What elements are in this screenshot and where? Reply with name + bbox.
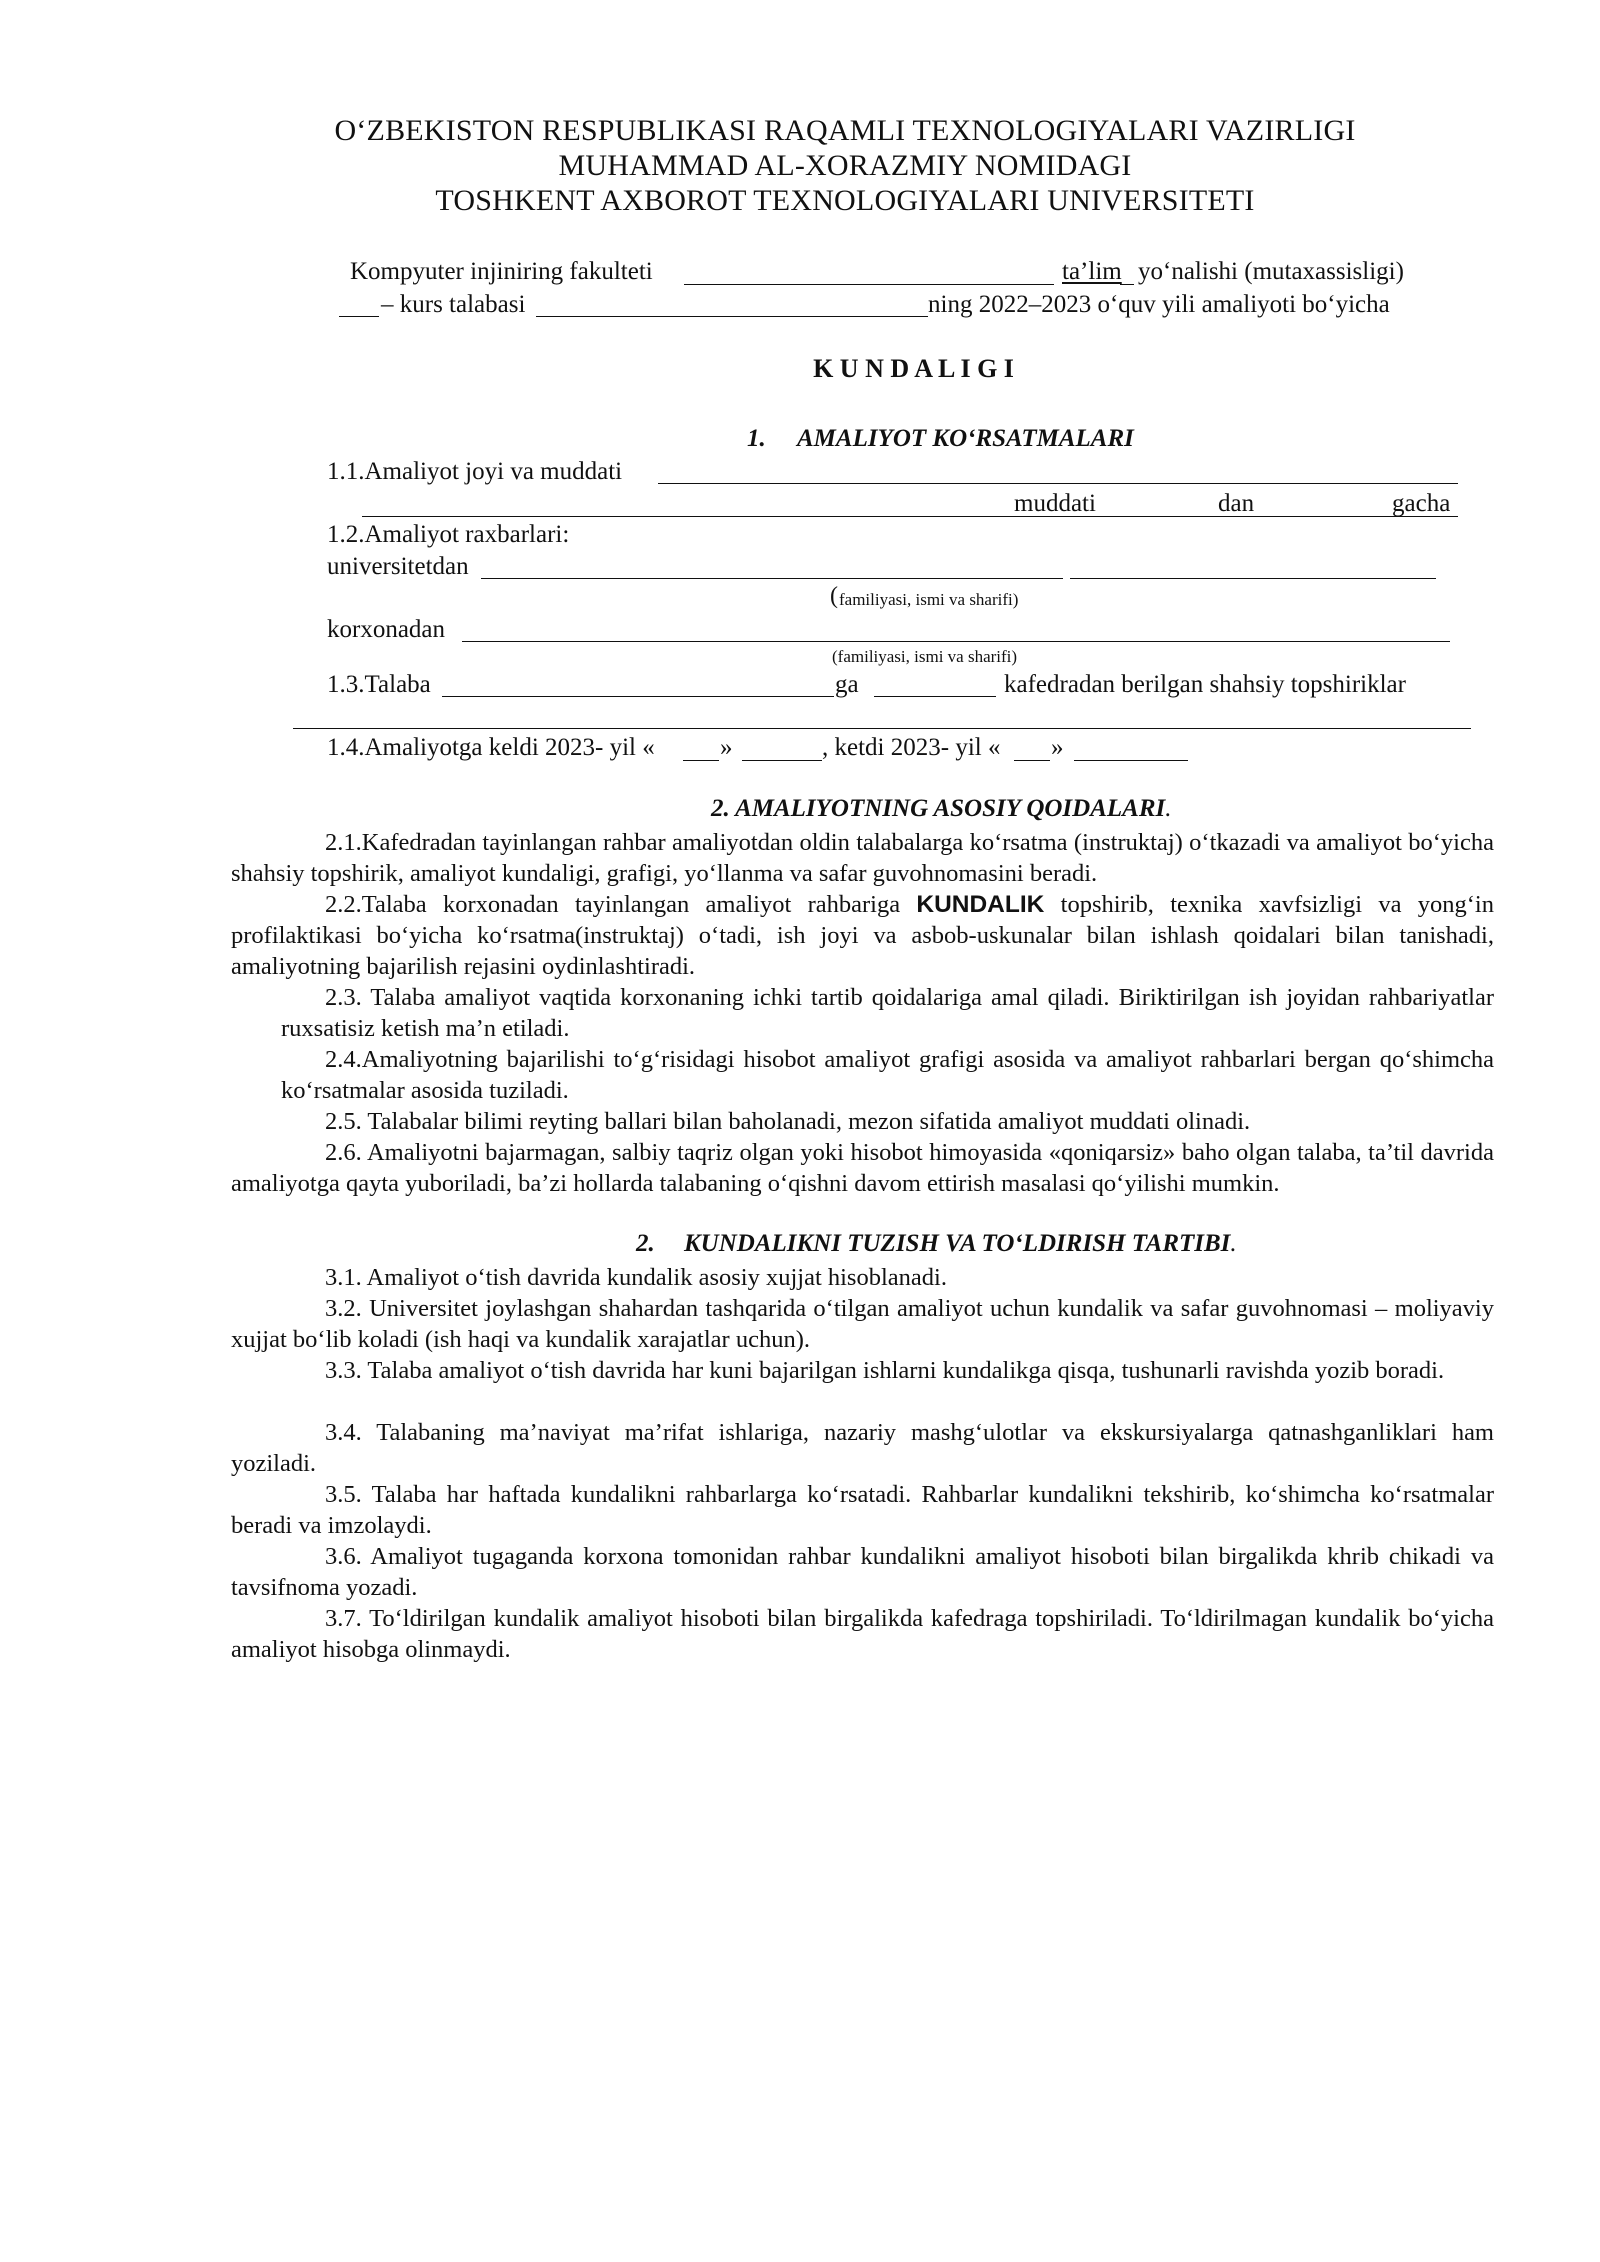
arrived-close-quote: » [720, 734, 733, 761]
item-1-4-arrived: 1.4.Amaliyotga keldi 2023- yil « [327, 734, 655, 761]
page-title: K U N D A L I G I [813, 354, 1014, 383]
left-day-blank[interactable] [1014, 760, 1050, 761]
section3-number: 2. [636, 1230, 655, 1257]
section3-heading: KUNDALIKNI TUZISH VA TO‘LDIRISH TARTIBI. [684, 1230, 1237, 1257]
muddati-label: muddati [1014, 490, 1096, 517]
rule-3-5: 3.5. Talaba har haftada kundalikni rahbarlarga ko‘rsatadi. Rahbarlar kundalikni tekshirib, ko‘shimcha ko‘rsatmalar beradi va imzolaydi. [231, 1481, 1494, 1539]
rule-3-4: 3.4. Talabaning ma’naviyat ma’rifat ishlariga, nazariy mashg‘ulotlar va ekskursiyalarga qatnashganliklari ham yoziladi. [231, 1419, 1494, 1477]
rule-2-6: 2.6. Amaliyotni bajarmagan, salbiy taqriz olgan yoki hisobot himoyasida «qoniqarsiz» baho olgan talaba, ta’til davrida amaliyotga qayta yuboriladi, ba’zi hollarda talabaning o‘qishni davom ettirish masalasi qo‘yilishi mumkin. [231, 1139, 1494, 1197]
rule-2-2: 2.2.Talaba korxonadan tayinlangan amaliyot rahbariga KUNDALIK topshirib, texnika xavfsizligi va yong‘in profilaktikasi bo‘yicha ko‘rsatma(instruktaj) o‘tadi, ish joyi va asbob-uskunalar bilan ishlash qoidalari bilan tanishadi, amaliyotning bajarilish rejasini oydinlashtiradi. [231, 891, 1494, 980]
fio-open-paren: ( [830, 583, 838, 609]
university-supervisor-blank[interactable] [481, 578, 1063, 579]
rule-3-1: 3.1. Amaliyot o‘tish davrida kundalik asosiy xujjat hisoblanadi. [325, 1264, 947, 1291]
item-1-4-left: , ketdi 2023- yil « [822, 734, 1001, 761]
rule-2-3: 2.3. Talaba amaliyot vaqtida korxonaning ichki tartib qoidalariga amal qiladi. Biriktirilgan ish joyidan rahbariyatlar ruxsatisiz ketish ma’n etiladi. [281, 984, 1494, 1042]
rule-2-4: 2.4.Amaliyotning bajarilishi to‘g‘risidagi hisobot amaliyot grafigi asosida va amaliyot rahbarlari bergan qo‘shimcha ko‘rsatmalar asosida tuziladi. [281, 1046, 1494, 1104]
arrived-day-blank[interactable] [683, 760, 719, 761]
term-line[interactable] [362, 516, 1458, 517]
fio-caption-2: (familiyasi, ismi va sharifi) [832, 647, 1018, 666]
rule-3-7: 3.7. To‘ldirilgan kundalik amaliyot hisoboti bilan birgalikda kafedraga topshiriladi. To‘ldirilmagan kundalik bo‘yicha amaliyot hisobga olinmaydi. [231, 1605, 1494, 1663]
section2-heading: 2. AMALIYOTNING ASOSIY QOIDALARI. [711, 795, 1172, 822]
talim-label: ta’lim [1062, 258, 1122, 285]
rule-3-2: 3.2. Universitet joylashgan shahardan tashqarida o‘tilgan amaliyot uchun kundalik va safar guvohnomasi – moliyaviy xujjat bo‘lib koladi (ish haqi va kundalik xarajatlar uchun). [231, 1295, 1494, 1353]
course-label: – kurs talabasi [381, 291, 526, 318]
faculty-label: Kompyuter injiniring fakulteti [350, 258, 653, 285]
fio-caption-1: familiyasi, ismi va sharifi) [839, 590, 1019, 609]
tasks-line[interactable] [293, 728, 1471, 729]
item-1-3-label: 1.3.Talaba [327, 671, 431, 698]
direction-blank[interactable] [684, 284, 1054, 285]
rule-3-6: 3.6. Amaliyot tugaganda korxona tomonidan rahbar kundalikni amaliyot hisoboti bilan birgalikda khrib chikadi va tavsifnoma yozadi. [231, 1543, 1494, 1601]
university-supervisor-blank-2[interactable] [1070, 578, 1436, 579]
korxonadan-label: korxonadan [327, 616, 446, 643]
tasks-label: kafedradan berilgan shahsiy topshiriklar [1004, 671, 1406, 698]
talim-underline [1120, 284, 1134, 285]
header-named-after: MUHAMMAD AL-XORAZMIY NOMIDAGI [558, 149, 1132, 182]
student-name-blank[interactable] [536, 316, 928, 317]
company-supervisor-blank[interactable] [462, 641, 1450, 642]
rule-3-3: 3.3. Talaba amaliyot o‘tish davrida har kuni bajarilgan ishlarni kundalikga qisqa, tushunarli ravishda yozib boradi. [325, 1357, 1445, 1384]
arrived-month-blank[interactable] [742, 760, 822, 761]
rule-2-5: 2.5. Talabalar bilimi reyting ballari bilan baholanadi, mezon sifatida amaliyot muddati olinadi. [325, 1108, 1251, 1135]
academic-year-label: ning 2022–2023 o‘quv yili amaliyoti bo‘yicha [928, 291, 1390, 318]
universitetdan-label: universitetdan [327, 553, 469, 580]
item-1-2-label: 1.2.Amaliyot raxbarlari: [327, 521, 570, 548]
left-close-quote: » [1051, 734, 1064, 761]
header-university: TOSHKENT AXBOROT TEXNOLOGIYALARI UNIVERSITETI [435, 184, 1255, 217]
header-ministry: O‘ZBEKISTON RESPUBLIKASI RAQAMLI TEXNOLOGIYALARI VAZIRLIGI [334, 114, 1356, 147]
place-blank[interactable] [658, 483, 1458, 484]
direction-label: yo‘nalishi (mutaxassisligi) [1138, 258, 1404, 285]
department-blank[interactable] [874, 696, 996, 697]
gacha-label: gacha [1392, 490, 1451, 517]
left-month-blank[interactable] [1074, 760, 1188, 761]
section1-heading: AMALIYOT KO‘RSATMALARI [797, 425, 1134, 452]
section1-number: 1. [747, 425, 766, 452]
course-blank[interactable] [339, 316, 379, 317]
rule-2-1: 2.1.Kafedradan tayinlangan rahbar amaliyotdan oldin talabalarga ko‘rsatma (instruktaj) o‘tkazadi va amaliyot bo‘yicha shahsiy topshirik, amaliyot kundaligi, grafigi, yo‘llanma va safar guvohnomasini beradi. [231, 829, 1494, 887]
item-1-1-label: 1.1.Amaliyot joyi va muddati [327, 458, 623, 485]
task-student-blank[interactable] [442, 696, 834, 697]
ga-label: ga [835, 671, 859, 698]
dan-label: dan [1218, 490, 1255, 517]
